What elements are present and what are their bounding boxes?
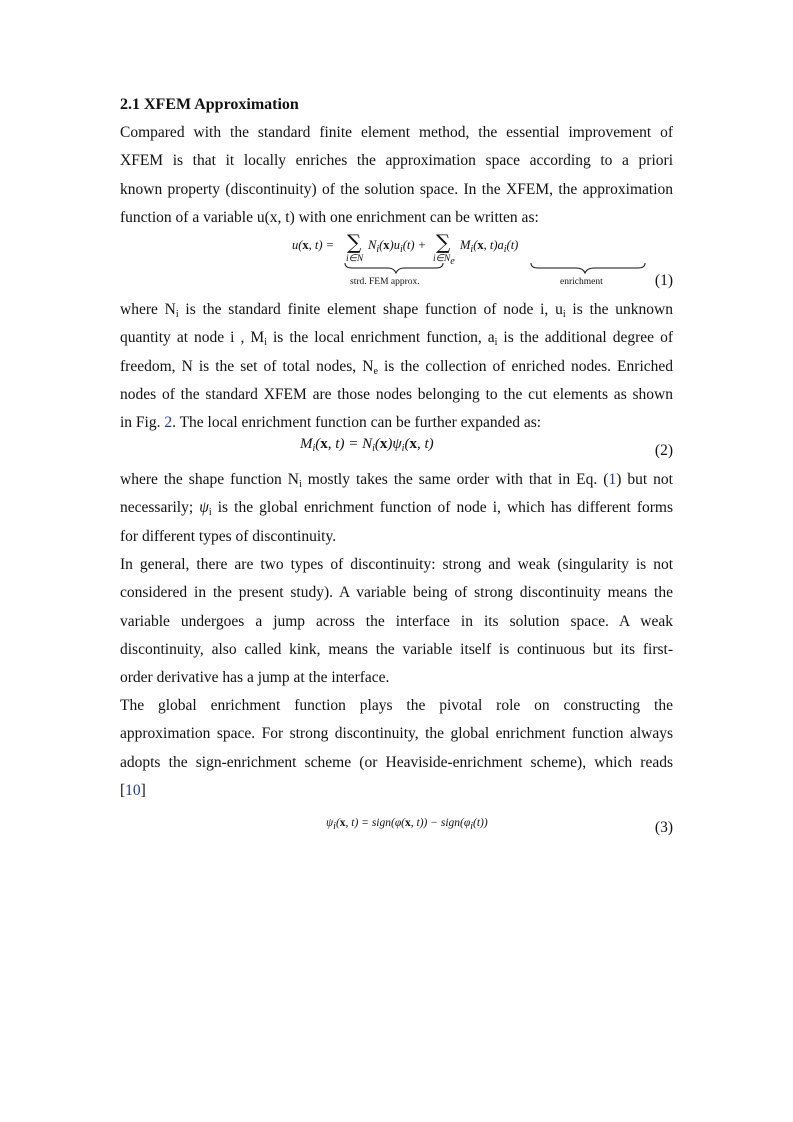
equation-number: (2) xyxy=(654,442,673,459)
text-line: nodes of the standard XFEM are those nodes belonging to the cut elements as shown xyxy=(120,385,673,403)
equation-link[interactable]: 1 xyxy=(608,471,617,488)
text-line: function of a variable u(x, t) with one enrichment can be written as: xyxy=(120,208,539,226)
paragraph-definitions xyxy=(120,296,673,437)
equation-1 xyxy=(120,232,673,292)
text-line: In general, there are two types of discontinuity: strong and weak (singularity is not xyxy=(120,556,673,573)
equation-3 xyxy=(120,814,673,838)
text-line: known property (discontinuity) of the solution space. In the XFEM, the approximation xyxy=(120,180,673,198)
section-heading: 2.1 XFEM Approximation xyxy=(120,96,299,113)
eq1-sum2-index: $i\in N_e$ xyxy=(433,254,455,267)
text-line: where the shape function $N_i$ mostly takes the same order with that in Eq. (1) but not xyxy=(120,471,673,490)
paragraph-shape-function xyxy=(120,466,673,551)
sum-symbol: ∑ xyxy=(347,230,362,254)
paragraph-global-enrichment xyxy=(120,692,673,805)
eq2-expression: $M_i(x$, $t) = N_i(x)\psi_i(x$, t) xyxy=(300,436,434,454)
eq1-lhs: u(x, t) = xyxy=(292,238,335,252)
text-line: approximation space. For strong discontinuity, the global enrichment function always xyxy=(120,725,673,743)
text-line: The global enrichment function plays the pivotal role on constructing the xyxy=(120,697,673,714)
text-line: considered in the present study). A variable being of strong discontinuity means the xyxy=(120,584,673,602)
text-line: [10] xyxy=(120,781,146,799)
figure-link[interactable]: 2 xyxy=(164,414,173,432)
equation-2 xyxy=(120,436,673,460)
underbraces xyxy=(344,262,646,276)
text-line: where $N_i$ is the standard finite element shape function of node i, $u_i$ is the unknown xyxy=(120,301,673,320)
text-line: order derivative has a jump at the interface. xyxy=(120,669,390,687)
eq1-brace1-label: strd. FEM approx. xyxy=(350,277,420,287)
text-line: necessarily; $\psi_i$ is the global enrichment function of node i, which has different forms xyxy=(120,499,673,519)
text-line: discontinuity, also called kink, means the variable itself is continuous but its first- xyxy=(120,640,673,658)
eq1-brace2-label: enrichment xyxy=(560,277,603,287)
sum-symbol: ∑ xyxy=(436,230,451,254)
equation-number: (1) xyxy=(654,272,673,289)
eq1-term1: $N_i(x)u_i(t)$ + xyxy=(368,238,427,255)
paragraph-intro xyxy=(120,119,673,232)
eq1-term2: $M_i(x$, $t)a_i(t)$ xyxy=(460,238,519,255)
eq3-expression: $\psi_i(x$, t) = sign(φ(x, $t)) - sign(\varphi_i(t))$ xyxy=(326,817,488,832)
eq1-sum1-index: i∈N xyxy=(346,254,364,264)
equation-number: (3) xyxy=(654,819,673,836)
text-line: variable undergoes a jump across the interface in its solution space. A weak xyxy=(120,612,673,630)
text-line: quantity at node i , $M_i$ is the local enrichment function, $a_i$ is the additional degree of xyxy=(120,329,673,349)
text-line: Compared with the standard finite element method, the essential improvement of xyxy=(120,124,673,141)
text-line: adopts the sign-enrichment scheme (or Heaviside-enrichment scheme), which reads xyxy=(120,753,673,771)
text-line: XFEM is that it locally enriches the approximation space according to a priori xyxy=(120,152,673,170)
text-line: in Fig. 2. The local enrichment function can be further expanded as: xyxy=(120,414,542,432)
citation-link[interactable]: 10 xyxy=(125,781,141,799)
text-line: freedom, N is the set of total nodes, $N_e$ is the collection of enriched nodes. Enriched xyxy=(120,357,674,377)
paragraph-discontinuity xyxy=(120,551,673,692)
text-line: for different types of discontinuity. xyxy=(120,527,337,545)
